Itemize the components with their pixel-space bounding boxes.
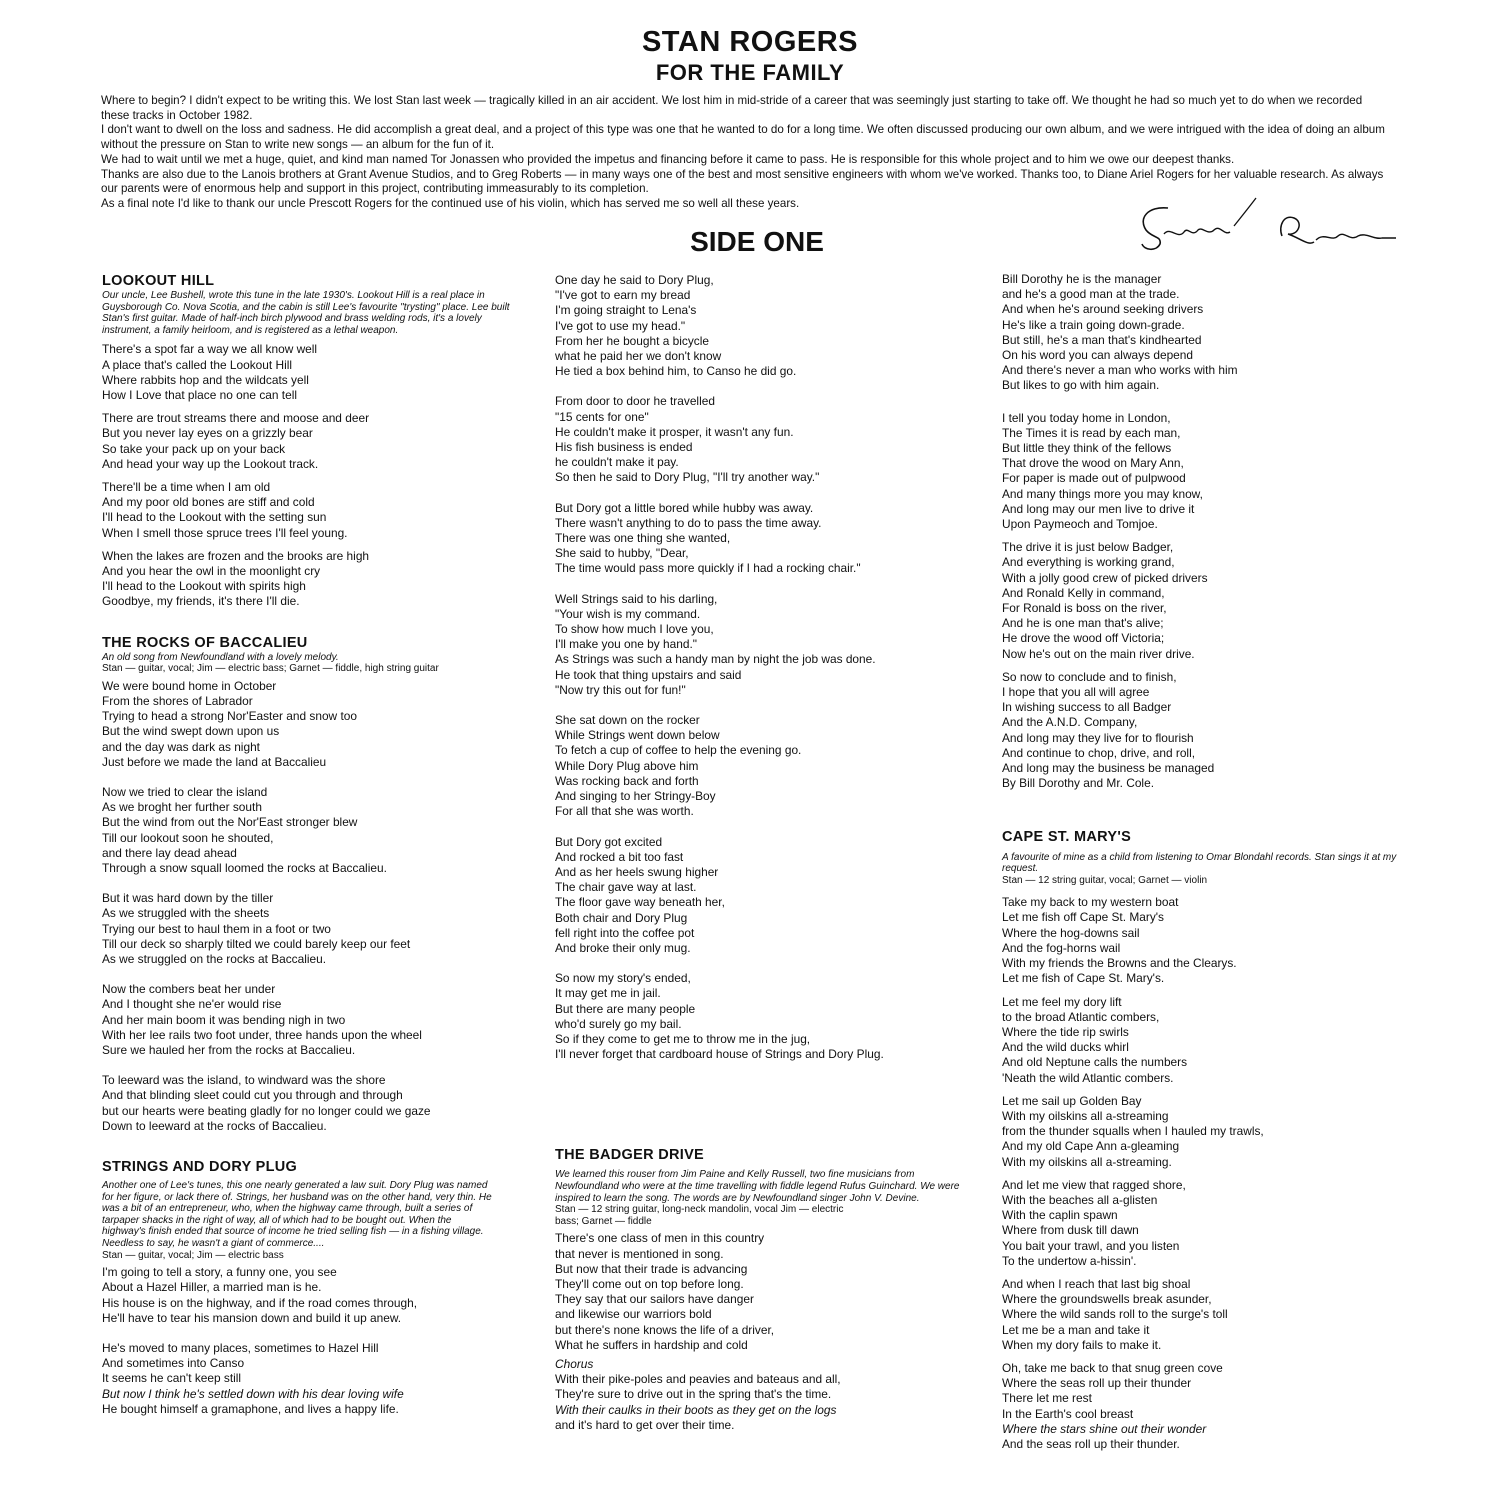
lyric-line: His fish business is ended — [555, 440, 693, 455]
chorus — [555, 1357, 975, 1433]
lyric-line: By Bill Dorothy and Mr. Cole. — [1002, 776, 1154, 791]
lyric-line: So now to conclude and to finish, — [1002, 669, 1177, 684]
lyric-line: As we broght her further south — [102, 800, 262, 815]
lyric-line: So take your pack up on your back — [102, 441, 286, 456]
lyric-line: When the lakes are frozen and the brooks are high — [102, 548, 370, 563]
lyric-line: The Times it is read by each man, — [1002, 425, 1181, 440]
lyric-line: While Strings went down below — [555, 728, 720, 743]
verse — [102, 342, 522, 403]
lyric-line: "15 cents for one" — [555, 409, 649, 424]
verse — [102, 480, 522, 541]
lyric-line: And the wild ducks whirl — [1002, 1040, 1129, 1055]
lyric-line: For all that she was worth. — [555, 804, 694, 819]
lyric-line: I'll never forget that cardboard house of Strings and Dory Plug. — [555, 1047, 884, 1062]
lyric-line: You bait your trawl, and you listen — [1002, 1238, 1180, 1253]
lyric-line: Where rabbits hop and the wildcats yell — [102, 372, 309, 387]
verse — [555, 394, 975, 485]
lyric-line: Now he's out on the main river drive. — [1002, 646, 1195, 661]
lyric-line: Oh, take me back to that snug green cove — [1002, 1360, 1223, 1375]
lyric-line: With a jolly good crew of picked drivers — [1002, 570, 1208, 585]
lyric-line: Trying our best to haul them in a foot or two — [102, 921, 331, 936]
lyric-line: Now the combers beat her under — [102, 982, 276, 997]
song-title: THE ROCKS OF BACCALIEU — [102, 634, 308, 651]
lyric-line: Let me fish off Cape St. Mary's — [1002, 910, 1164, 925]
verse — [555, 835, 975, 957]
lyric-line: But Dory got a little bored while hubby was away. — [555, 500, 814, 515]
lyric-line: from the thunder squalls when I hauled my trawls, — [1002, 1124, 1264, 1139]
lyric-line: And head your way up the Lookout track. — [102, 456, 319, 471]
intro-paragraph: I don't want to dwell on the loss and sadness. He did accomplish a great deal, and a project of this type was one that he wanted to do for a long time. We often discussed producing our own album, and we were intrigued with the idea of doing an album without the pressure on Stan to write new songs — an album for the fun of it. — [101, 123, 1385, 152]
side-label: SIDE ONE — [690, 226, 824, 257]
lyric-line: There's a spot far a way we all know well — [102, 342, 318, 357]
lyric-line: As we struggled with the sheets — [102, 906, 270, 921]
lyric-line: The chair gave way at last. — [555, 880, 697, 895]
lyric-line: With my oilskins all a-streaming — [1002, 1108, 1169, 1123]
lyric-line: The time would pass more quickly if I had a rocking chair." — [555, 561, 861, 576]
lyric-line: "I've got to earn my bread — [555, 288, 691, 303]
song-badger-drive — [555, 1146, 975, 1433]
lyric-line: He'll have to tear his mansion down and build it up anew. — [102, 1310, 402, 1325]
lyric-line: and there lay dead ahead — [102, 845, 237, 860]
lyric-line: Upon Paymeoch and Tomjoe. — [1002, 517, 1158, 532]
lyric-line: Where the tide rip swirls — [1002, 1024, 1129, 1039]
lyric-line: The floor gave way beneath her, — [555, 895, 725, 910]
lyric-line: he couldn't make it pay. — [555, 455, 679, 470]
lyric-line: I'll make you one by hand." — [555, 637, 697, 652]
lyric-line: Till our deck so sharply tilted we could barely keep our feet — [102, 936, 411, 951]
lyric-line: She sat down on the rocker — [555, 713, 700, 728]
lyric-line: And you hear the owl in the moonlight cry — [102, 564, 321, 579]
verse — [1002, 540, 1422, 662]
lyric-line: There are trout streams there and moose and deer — [102, 411, 370, 426]
lyric-line: Down to leeward at the rocks of Baccalieu. — [102, 1118, 327, 1133]
lyric-line: About a Hazel Hiller, a married man is he. — [102, 1280, 322, 1295]
lyric-line: "Your wish is my command. — [555, 606, 701, 621]
lyric-line: From the shores of Labrador — [102, 694, 253, 709]
lyric-line: and he's a good man at the trade. — [1002, 287, 1180, 302]
song-credits: Stan — guitar, vocal; Jim — electric bass — [102, 1249, 284, 1261]
verse — [102, 982, 522, 1058]
lyric-line: There wasn't anything to do to pass the time away. — [555, 515, 822, 530]
lyric-line: Trying to head a strong Nor'Easter and snow too — [102, 709, 357, 724]
lyric-line: Now we tried to clear the island — [102, 785, 268, 800]
lyric-line: Let me feel my dory lift — [1002, 994, 1122, 1009]
lyric-line: But little they think of the fellows — [1002, 441, 1172, 456]
lyric-line: Till our lookout soon he shouted, — [102, 830, 274, 845]
lyric-line: Where the hog-downs sail — [1002, 925, 1140, 940]
lyric-line: He drove the wood off Victoria; — [1002, 631, 1165, 646]
lyric-line: With their pike-poles and peavies and bateaus and all, — [555, 1372, 841, 1387]
song-lookout-hill — [102, 272, 522, 610]
lyric-line: With my friends the Browns and the Clearys. — [1002, 956, 1237, 971]
lyric-line: Let me be a man and take it — [1002, 1322, 1150, 1337]
lyric-line: He couldn't make it prosper, it wasn't any fun. — [555, 424, 794, 439]
song-strings-and-dory-plug — [102, 1158, 522, 1417]
lyric-line: A place that's called the Lookout Hill — [102, 357, 292, 372]
lyric-line: and likewise our warriors bold — [555, 1307, 712, 1322]
verse — [555, 713, 975, 819]
lyric-line: On his word you can always depend — [1002, 348, 1194, 363]
lyric-line: For paper is made out of pulpwood — [1002, 471, 1186, 486]
lyric-line: Where the stars shine out their wonder — [1002, 1421, 1207, 1436]
lyric-line: And there's never a man who works with him — [1002, 363, 1238, 378]
lyric-line: From her he bought a bicycle — [555, 333, 709, 348]
lyric-line: It may get me in jail. — [555, 986, 661, 1001]
lyric-line: How I Love that place no one can tell — [102, 387, 297, 402]
lyric-line: But now I think he's settled down with his dear loving wife — [102, 1386, 404, 1401]
verse — [102, 1073, 522, 1134]
lyric-line: And he is one man that's alive; — [1002, 616, 1164, 631]
intro-paragraph: Thanks are also due to the Lanois brothers at Grant Avenue Studios, and to Greg Roberts — in many ways one of the best and most sensitive engineers with whom we've worked. Thanks too, to Diane Ariel Rogers for her valuable research. As always our parents were of enormous help and support in this project, contributing immeasurably to its completion. — [101, 167, 1384, 196]
lyric-line: I'm going to tell a story, a funny one, you see — [102, 1265, 337, 1280]
verse — [1002, 1178, 1422, 1269]
song-cape-st-marys — [1002, 828, 1422, 1453]
lyric-line: One day he said to Dory Plug, — [555, 273, 714, 287]
lyric-line: And I thought she ne'er would rise — [102, 997, 282, 1012]
lyric-line: What he suffers in hardship and cold — [555, 1337, 748, 1352]
lyric-line: And long may the business be managed — [1002, 761, 1215, 776]
lyric-line: and the day was dark as night — [102, 739, 260, 754]
lyric-line: From door to door he travelled — [555, 394, 715, 409]
song-note: An old song from Newfoundland with a lovely melody. — [102, 651, 339, 663]
intro-paragraph: As a final note I'd like to thank our uncle Prescott Rogers for the continued use of his violin, which has served me so well all these years. — [101, 196, 800, 210]
intro-paragraph: Where to begin? I didn't expect to be writing this. We lost Stan last week — tragically killed in an air accident. We lost him in mid-stride of a career that was seemingly just starting to take off. We thought he had so much yet to do when we recorded these tracks in October 1982. — [101, 94, 1363, 122]
lyric-line: With the beaches all a-glisten — [1002, 1192, 1158, 1207]
lyric-line: And as her heels swung higher — [555, 864, 719, 879]
verse — [1002, 895, 1422, 986]
lyric-line: In wishing success to all Badger — [1002, 700, 1172, 715]
lyric-line: There let me rest — [1002, 1391, 1092, 1406]
lyric-line: They're sure to drive out in the spring that's the time. — [555, 1387, 832, 1402]
song-note: Our uncle, Lee Bushell, wrote this tune in the late 1930's. Lookout Hill is a real place in Guysborough Co. Nova Scotia, and the cabin is still Lee's favourite "trysting" place. Lee built Stan's first guitar. Made of half-inch birch plywood and brass welding rods, it's a lovely instrument, a family heirloom, and is registered as a lethal weapon. — [102, 290, 510, 336]
lyric-line: Where the groundswells break asunder, — [1002, 1292, 1212, 1307]
verse — [102, 679, 522, 770]
song-credits: Stan — 12 string guitar, vocal; Garnet — violin — [1002, 874, 1208, 886]
lyric-line: I'll head to the Lookout with spirits high — [102, 579, 306, 594]
song-rocks-of-baccalieu — [102, 634, 522, 1134]
lyric-line: Let me fish of Cape St. Mary's. — [1002, 971, 1165, 986]
lyric-line: fell right into the coffee pot — [555, 925, 695, 940]
lyric-line: So now my story's ended, — [555, 971, 691, 986]
lyric-line: It seems he can't keep still — [102, 1371, 242, 1386]
lyric-line: They'll come out on top before long. — [555, 1276, 744, 1291]
verse — [102, 1341, 522, 1417]
lyric-line: I tell you today home in London, — [1002, 410, 1171, 425]
lyric-line: But Dory got excited — [555, 834, 663, 849]
verse — [102, 785, 522, 876]
verse — [102, 411, 522, 472]
lyric-line: I'll head to the Lookout with the setting sun — [102, 510, 327, 525]
lyric-line: The drive it is just below Badger, — [1002, 540, 1174, 555]
lyric-line: In the Earth's cool breast — [1002, 1406, 1134, 1421]
lyric-line: There's one class of men in this country — [555, 1231, 765, 1246]
verse — [1002, 1277, 1422, 1353]
lyric-line: Take my back to my western boat — [1002, 895, 1179, 910]
lyric-line: I'm going straight to Lena's — [555, 303, 697, 318]
lyric-line: And everything is working grand, — [1002, 555, 1175, 570]
lyric-line: 'Neath the wild Atlantic combers. — [1002, 1070, 1174, 1085]
lyric-line: He took that thing upstairs and said — [555, 667, 742, 682]
lyric-line: and it's hard to get over their time. — [555, 1417, 735, 1432]
lyric-line: But now that their trade is advancing — [555, 1261, 748, 1276]
lyric-line: When I smell those spruce trees I'll feel young. — [102, 525, 348, 540]
song-credits: Stan — guitar, vocal; Jim — electric bass; Garnet — fiddle, high string guitar — [102, 663, 439, 675]
song-note: Another one of Lee's tunes, this one nearly generated a law suit. Dory Plug was named for her figure, or lack there of. Strings, her husband was on the other hand, very thin. He was a bit of an entrepreneur, who, when the highway came through, built a series of tarpaper shacks in the right of way, all of which had to be bought out. When the highway's finish ended that source of income he tried selling fish — in a fishing village. Needless to say, he wasn't a giant of commerce.... — [102, 1180, 492, 1250]
verse — [1002, 272, 1422, 394]
lyric-line: And the seas roll up their thunder. — [1002, 1436, 1180, 1451]
column-left — [102, 272, 522, 1425]
lyric-line: But it was hard down by the tiller — [102, 891, 274, 906]
chorus-label: Chorus — [555, 1356, 594, 1371]
lyric-line: With her lee rails two foot under, three hands upon the wheel — [102, 1027, 422, 1042]
verse — [1002, 411, 1422, 533]
lyric-line: I've got to use my head." — [555, 318, 686, 333]
verse — [555, 501, 975, 577]
lyric-line: As Strings was such a handy man by night the job was done. — [555, 652, 876, 667]
verse — [555, 1231, 975, 1353]
song-note: A favourite of mine as a child from listening to Omar Blondahl records. Stan sings it at my request. — [1002, 851, 1397, 875]
lyric-line: And when he's around seeking drivers — [1002, 302, 1204, 317]
lyric-line: And sometimes into Canso — [102, 1356, 245, 1371]
intro-paragraph: We had to wait until we met a huge, quiet, and kind man named Tor Jonassen who provided the impetus and financing before it came to pass. He is responsible for this whole project and to him we owe our deepest thanks. — [101, 152, 1235, 166]
lyric-line: With the caplin spawn — [1002, 1208, 1118, 1223]
lyric-line: While Dory Plug above him — [555, 758, 699, 773]
lyric-line: And Ronald Kelly in command, — [1002, 585, 1165, 600]
lyric-line: And singing to her Stringy-Boy — [555, 789, 716, 804]
lyric-line: To the undertow a-hissin'. — [1002, 1253, 1137, 1268]
lyric-line: And old Neptune calls the numbers — [1002, 1055, 1188, 1070]
lyric-line: but our hearts were beating gladly for no longer could we gaze — [102, 1103, 431, 1118]
lyric-line: Where the seas roll up their thunder — [1002, 1376, 1192, 1391]
lyric-line: She said to hubby, "Dear, — [555, 546, 689, 561]
lyric-line: Where the wild sands roll to the surge's toll — [1002, 1307, 1228, 1322]
lyric-line: I hope that you all will agree — [1002, 685, 1150, 700]
lyric-line: And the A.N.D. Company, — [1002, 715, 1138, 730]
lyric-line: that never is mentioned in song. — [555, 1246, 724, 1261]
verse — [1002, 670, 1422, 792]
lyric-line: Both chair and Dory Plug — [555, 910, 688, 925]
song-title: CAPE ST. MARY'S — [1002, 828, 1132, 845]
lyric-line: Bill Dorothy he is the manager — [1002, 272, 1162, 286]
lyric-line: He's moved to many places, sometimes to Hazel Hill — [102, 1341, 379, 1356]
lyric-line: Where from dusk till dawn — [1002, 1223, 1139, 1238]
lyric-line: And long may our men live to drive it — [1002, 501, 1195, 516]
verse — [555, 971, 975, 1062]
verse — [555, 592, 975, 698]
lyric-line: who'd surely go my bail. — [555, 1016, 682, 1031]
song-title: THE BADGER DRIVE — [555, 1147, 705, 1164]
album-title: FOR THE FAMILY — [655, 60, 845, 85]
lyric-line: There'll be a time when I am old — [102, 480, 271, 494]
lyric-line: But likes to go with him again. — [1002, 378, 1160, 393]
lyric-line: When my dory fails to make it. — [1002, 1337, 1162, 1352]
lyric-line: As we struggled on the rocks at Baccalieu. — [102, 952, 327, 967]
verse — [1002, 1361, 1422, 1452]
lyric-line: For Ronald is boss on the river, — [1002, 601, 1167, 616]
lyric-line: With their caulks in their boots as they get on the logs — [555, 1402, 837, 1417]
song-title: LOOKOUT HILL — [102, 273, 215, 289]
lyric-line: Through a snow squall loomed the rocks at Baccalieu. — [102, 861, 387, 876]
verse — [102, 891, 522, 967]
lyric-line: And let me view that ragged shore, — [1002, 1177, 1186, 1192]
verse — [1002, 1094, 1422, 1170]
intro-notes — [101, 94, 1391, 212]
lyric-line: Let me sail up Golden Bay — [1002, 1093, 1142, 1108]
lyric-line: To fetch a cup of coffee to help the evening go. — [555, 743, 802, 758]
lyric-line: With my oilskins all a-streaming. — [1002, 1154, 1172, 1169]
lyric-line: And when I reach that last big shoal — [1002, 1276, 1191, 1291]
verse — [1002, 995, 1422, 1086]
verse — [555, 273, 975, 379]
verse — [102, 549, 522, 610]
lyric-line: To leeward was the island, to windward was the shore — [102, 1073, 386, 1088]
lyric-line: And that blinding sleet could cut you through and through — [102, 1088, 403, 1103]
lyric-line: He tied a box behind him, to Canso he did go. — [555, 364, 797, 379]
lyric-line: but there's none knows the life of a driver, — [555, 1322, 775, 1337]
lyric-line: And broke their only mug. — [555, 940, 691, 955]
lyric-line: But you never lay eyes on a grizzly bear — [102, 426, 313, 441]
lyric-line: "Now try this out for fun!" — [555, 682, 686, 697]
lyric-line: He's like a train going down-grade. — [1002, 317, 1185, 332]
lyric-line: So if they come to get me to throw me in the jug, — [555, 1031, 811, 1046]
verse — [102, 1265, 522, 1326]
lyric-line: But the wind swept down upon us — [102, 724, 280, 739]
lyric-line: So then he said to Dory Plug, "I'll try another way." — [555, 470, 820, 485]
lyric-line: That drove the wood on Mary Ann, — [1002, 456, 1184, 471]
lyric-line: But there are many people — [555, 1001, 696, 1016]
lyric-line: And my old Cape Ann a-gleaming — [1002, 1139, 1180, 1154]
lyric-line: And my poor old bones are stiff and cold — [102, 495, 315, 510]
lyric-line: And rocked a bit too fast — [555, 849, 684, 864]
lyric-line: Just before we made the land at Baccalieu — [102, 754, 327, 769]
song-note: We learned this rouser from Jim Paine and Kelly Russell, two fine musicians from Newfoundland who were at the time travelling with fiddle legend Rufus Guinchard. We were inspired to learn the song. The words are by Newfoundland singer John V. Devine. — [555, 1169, 960, 1204]
column-middle — [555, 273, 975, 1441]
column-right — [1002, 272, 1422, 1460]
lyric-line: He bought himself a gramaphone, and lives a happy life. — [102, 1401, 399, 1416]
lyric-line: to the broad Atlantic combers, — [1002, 1009, 1160, 1024]
lyric-line: And continue to chop, drive, and roll, — [1002, 745, 1196, 760]
lyric-line: And her main boom it was bending nigh in two — [102, 1012, 346, 1027]
album-artist-title: STAN ROGERS — [641, 26, 859, 58]
lyric-line: And long may they live for to flourish — [1002, 730, 1194, 745]
lyric-line: Well Strings said to his darling, — [555, 591, 718, 606]
lyric-line: But the wind from out the Nor'East stronger blew — [102, 815, 358, 830]
lyric-line: To show how much I love you, — [555, 622, 714, 637]
lyric-line: what he paid her we don't know — [555, 349, 722, 364]
lyric-line: But still, he's a man that's kindhearted — [1002, 332, 1202, 347]
song-title: STRINGS AND DORY PLUG — [102, 1159, 298, 1176]
lyric-line: We were bound home in October — [102, 678, 277, 693]
lyric-line: His house is on the highway, and if the road comes through, — [102, 1295, 418, 1310]
lyric-line: And many things more you may know, — [1002, 486, 1203, 501]
lyric-line: Was rocking back and forth — [555, 773, 699, 788]
lyric-line: And the fog-horns wail — [1002, 940, 1121, 955]
lyric-line: Sure we hauled her from the rocks at Baccalieu. — [102, 1043, 356, 1058]
lyric-line: They say that our sailors have danger — [555, 1292, 754, 1307]
lyric-line: There was one thing she wanted, — [555, 531, 731, 546]
song-credits: Stan — 12 string guitar, long-neck mandolin, vocal Jim — electric bass; Garnet — fiddle — [555, 1204, 844, 1227]
lyric-line: Goodbye, my friends, it's there I'll die. — [102, 594, 300, 609]
